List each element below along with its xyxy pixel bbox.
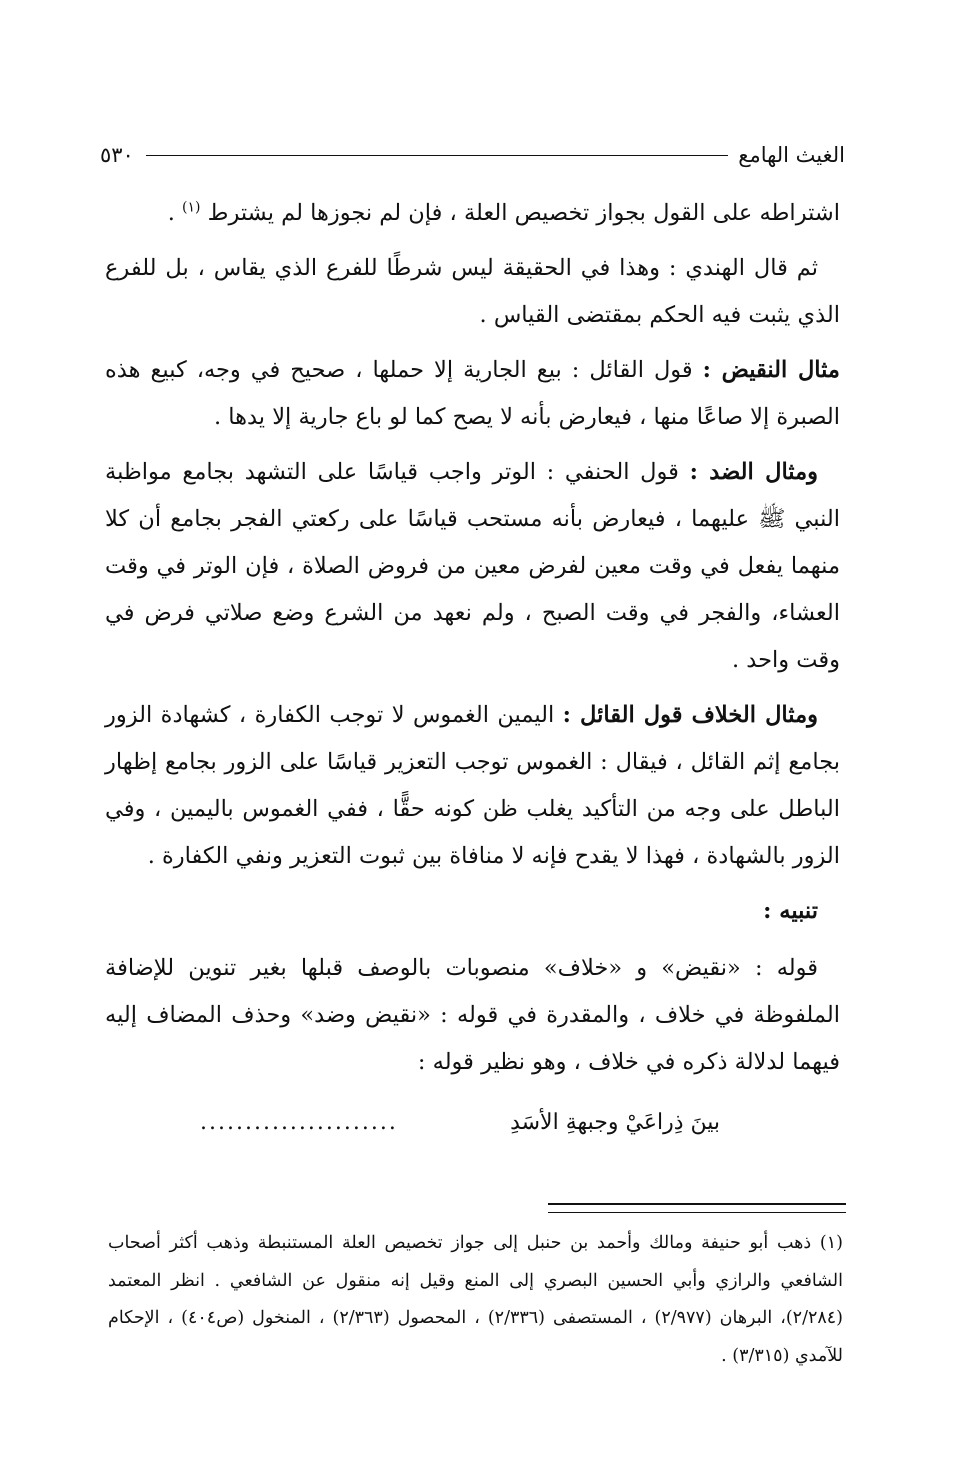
footnote-ref-1[interactable]: (١) [182, 199, 201, 216]
footnote-separator [548, 1203, 846, 1213]
poetry-verse [200, 1110, 720, 1150]
note-heading: تنبيه : [763, 898, 818, 924]
running-header [100, 138, 845, 172]
paragraph-3-text: قول القائل : بيع الجارية إلا حملها ، صحيح في وجه، كبيع هذه الصبرة إلا صاعًا منها ، فيعارض بأنه لا يصح كما لو باع جارية إلا يدها . [105, 357, 840, 430]
verse-ellipsis: ...................... [200, 1110, 398, 1135]
paragraph-4-lead: ومثال الضد : [689, 459, 819, 485]
paragraph-5-text: اليمين الغموس لا توجب الكفارة ، كشهادة الزور بجامع إثم القائل ، فيقال : الغموس توجب التعزير قياسًا على الزور بجامع إظهار الباطل على وجه من التأكيد يغلب ظن كونه حقًّا ، ففي الغموس باليمين ، وفي الزور بالشهادة ، فهذا لا يقدح فإنه لا منافاة بين ثبوت التعزير ونفي الكفارة . [105, 702, 840, 869]
paragraph-1-text: اشتراطه على القول بجواز تخصيص العلة ، فإن لم نجوزها لم يشترط [207, 200, 840, 226]
paragraph-5-lead: ومثال الخلاف قول القائل : [562, 702, 818, 728]
paragraph-1-end: . [167, 200, 183, 226]
paragraph-4-text: قول الحنفي : الوتر واجب قياسًا على التشهد بجامع مواظبة النبي ﷺ عليهما ، فيعارض بأنه مستحب قياسًا على ركعتي الفجر بجامع أن كلا منهما يفعل في وقت معين لفرض معين من فروض الصلاة ، فإن الوتر في وقت العشاء، والفجر في وقت الصبح ، ولم نعهد من الشرع وضع صلاتي فرض في وقت واحد . [105, 459, 840, 673]
paragraph-3-lead: مثال النقيض : [702, 357, 840, 383]
header-title: الغيث الهامع [738, 143, 845, 167]
paragraph-3 [105, 347, 840, 441]
header-rule [146, 155, 728, 156]
paragraph-1 [105, 190, 840, 237]
paragraph-4 [105, 449, 840, 684]
verse-hemistich: بينَ ذِراعَيْ وجبهةِ الأسَدِ [510, 1110, 720, 1135]
page-number: ٥٣٠ [100, 143, 134, 167]
paragraph-2: ثم قال الهندي : وهذا في الحقيقة ليس شرطًا للفرع الذي يقاس ، بل للفرع الذي يثبت فيه الحكم بمقتضى القياس . [105, 255, 840, 328]
paragraph-5 [105, 692, 840, 880]
footnote-1: (١) ذهب أبو حنيفة ومالك وأحمد بن حنبل إلى جواز تخصيص العلة المستنبطة وذهب أكثر أصحاب الشافعي والرازي وأبي الحسين البصري إلى المنع وقيل إنه منقول عن الشافعي . انظر المعتمد (٢/٢٨٤)، البرهان (٢/٩٧٧) ، المستصفى (٢/٣٣٦) ، المحصول (٢/٣٦٣) ، المنخول (ص٤٠٤) ، الإحكام للآمدي (٣/٣١٥) . [108, 1233, 843, 1366]
paragraph-6: قوله : «نقيض» و «خلاف» منصوبات بالوصف قبلها بغير تنوين للإضافة الملفوظة في خلاف ، والمقدرة في قوله : «نقيض وضد» وحذف المضاف إليه فيهما لدلالة ذكره في خلاف ، وهو نظير قوله : [105, 955, 840, 1075]
main-text [105, 190, 840, 1094]
footnotes [108, 1225, 843, 1375]
